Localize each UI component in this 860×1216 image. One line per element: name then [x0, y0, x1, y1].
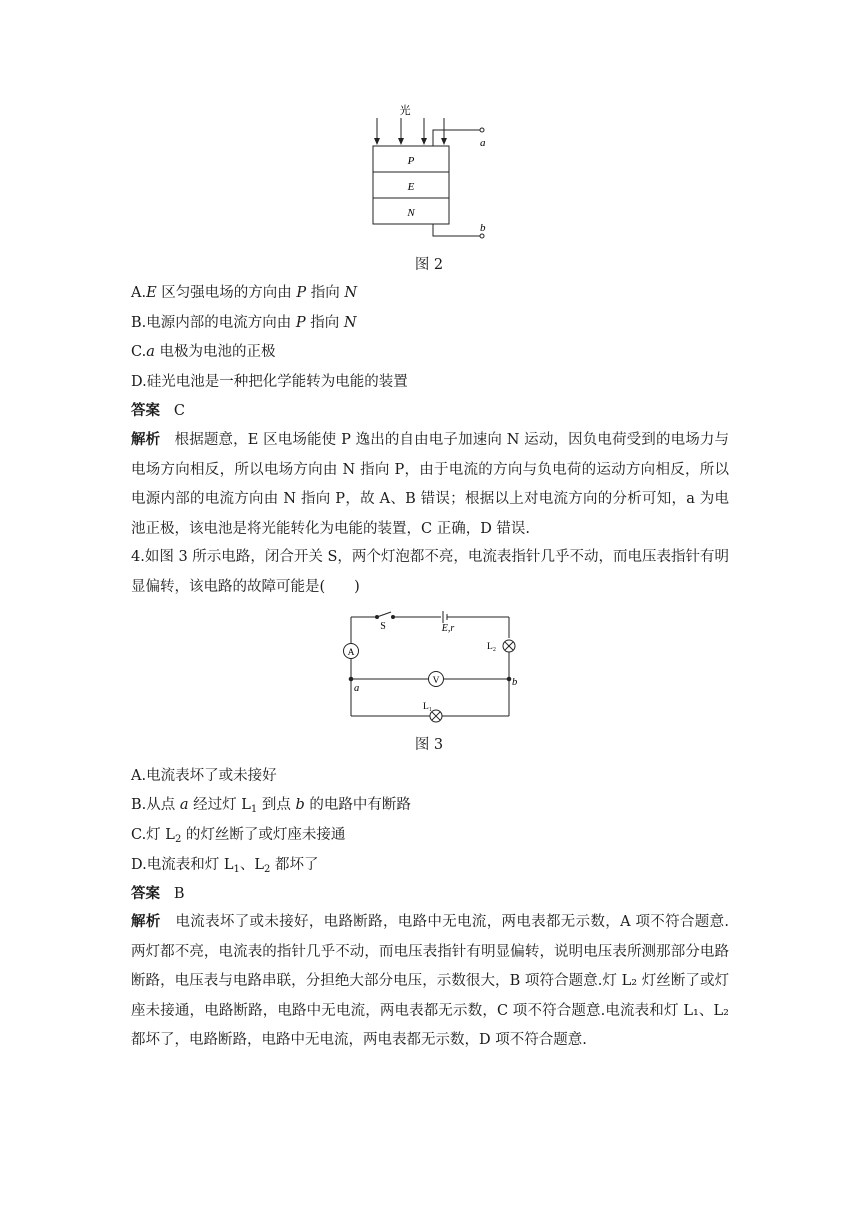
q3-option-d: D.硅光电池是一种把化学能转为电能的装置 — [131, 374, 408, 390]
node-b-label: b — [512, 677, 518, 688]
answer-value: C — [173, 403, 185, 419]
lamp2-label: L₂ — [487, 642, 497, 652]
q4-analysis — [131, 907, 729, 1056]
layer-p-label: P — [407, 155, 415, 167]
figure-3-caption: 图 3 — [414, 737, 444, 753]
terminal-a-label: a — [480, 137, 486, 149]
lamp1-label: L₁ — [423, 702, 433, 712]
analysis-label: 解析 — [131, 431, 161, 448]
q3-answer — [131, 401, 185, 421]
q3-analysis — [131, 425, 729, 544]
analysis-text: 根据题意，E 区电场能使 P 逸出的自由电子加速向 N 运动，因负电荷受到的电场力与电场方向相反，所以电场方向由 N 指向 P，由于电流的方向与负电荷的运动方向相反，所以电源内部的电流方向由 N 指向 P，故 A、B 错误；根据以上对电流方向的分析可知，a 为电池正极，该电池是将光能转化为电能的装置，C 正确，D 错误. — [131, 432, 730, 537]
switch-label: S — [380, 621, 386, 632]
light-label: 光 — [399, 105, 411, 117]
q4-answer — [131, 884, 184, 904]
figure-3-circuit-diagram — [335, 605, 525, 723]
analysis-text: 电流表坏了或未接好，电路断路，电路中无电流，两电表都无示数，A 项不符合题意.两灯都不亮，电流表的指针几乎不动，而电压表指针有明显偏转，说明电压表所测那部分电路断路，电压表与电路串联，分担绝大部分电压，示数很大，B 项符合题意.灯 L₂ 灯丝断了或灯座未接通，电路断路，电路中无电流，两电表都无示数，C 项不符合题意.电流表和灯 L₁、L₂ 都坏了，电路断路，电路中无电流，两电表都无示数，D 项不符合题意. — [131, 914, 730, 1048]
q3-option-a: A.E 区匀强电场的方向由 P 指向 N — [131, 285, 358, 301]
ammeter-label: A — [347, 648, 355, 658]
q4-option-b: B.从点 a 经过灯 $L_1$ 到点 b 的电路中有断路 — [131, 797, 411, 815]
q4-option-a: A.电流表坏了或未接好 — [131, 768, 277, 784]
answer-value: B — [173, 886, 185, 902]
terminal-b-label: b — [480, 222, 486, 234]
q4-stem: 4.如图 3 所示电路，闭合开关 S，两个灯泡都不亮，电流表指针几乎不动，而电压表指针有明显偏转，该电路的故障可能是( ) — [131, 549, 729, 595]
analysis-label: 解析 — [131, 913, 161, 930]
figure-2-caption: 图 2 — [414, 257, 444, 273]
q3-option-c: C.a 电极为电池的正极 — [131, 344, 276, 360]
answer-label: 答案 — [131, 402, 160, 419]
q3-option-b: B.电源内部的电流方向由 P 指向 N — [131, 315, 357, 331]
voltmeter-label: V — [432, 676, 440, 686]
layer-n-label: N — [407, 207, 415, 219]
layer-e-label: E — [407, 181, 415, 193]
source-label: E,r — [441, 623, 455, 634]
answer-label: 答案 — [131, 885, 160, 902]
q4-option-d: D.电流表和灯 $L_1$、$L_2$ 都坏了 — [131, 857, 319, 875]
q4-option-c: C.灯 $L_2$ 的灯丝断了或灯座未接通 — [131, 827, 346, 845]
node-a-label: a — [354, 683, 360, 694]
figure-2-photocell-diagram — [360, 98, 500, 248]
